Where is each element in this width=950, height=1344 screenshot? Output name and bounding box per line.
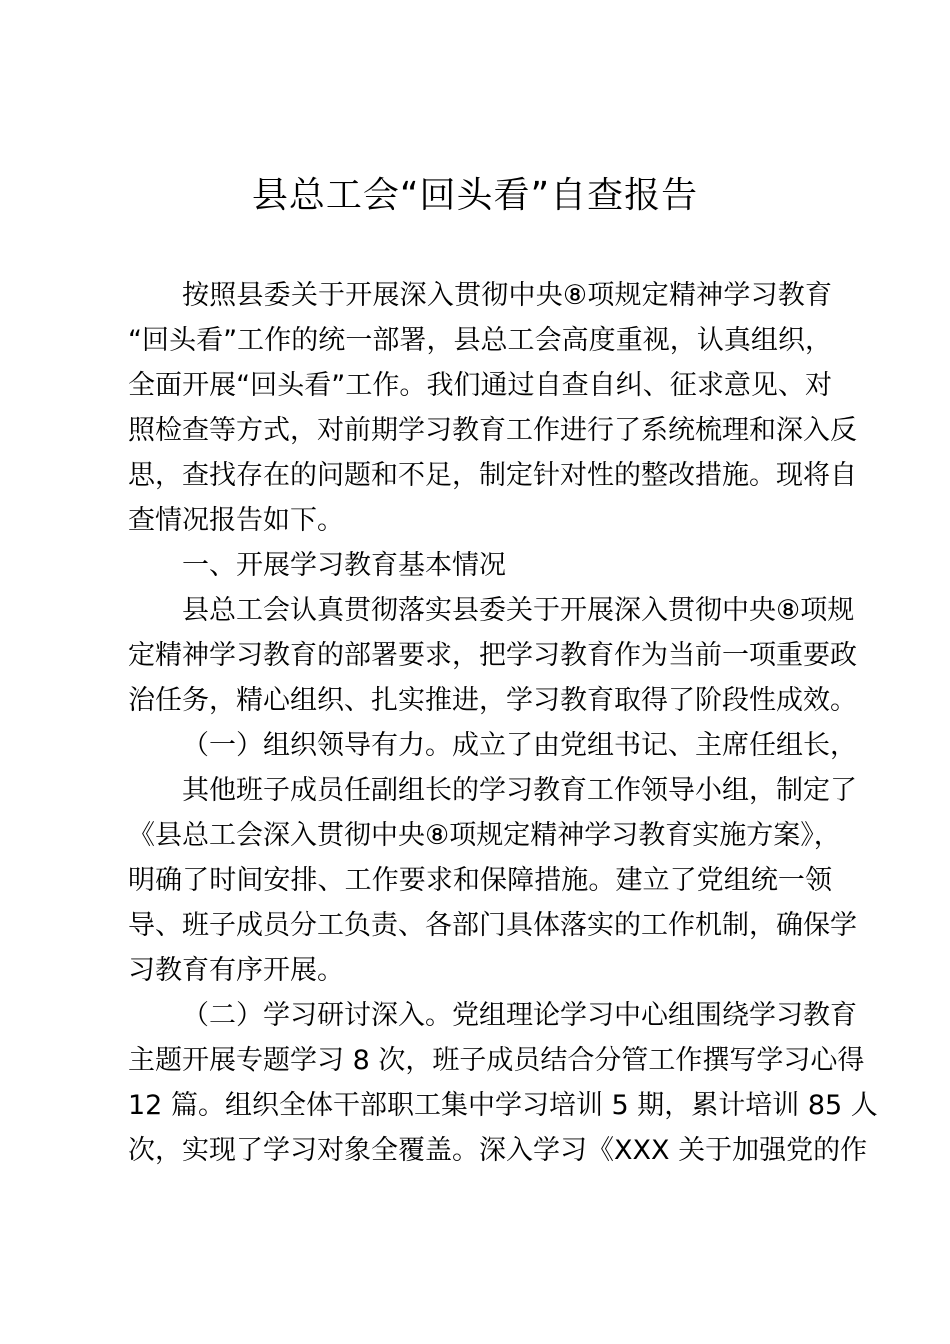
paragraph-line: 12 篇。组织全体干部职工集中学习培训 5 期，累计培训 85 人 [128,1090,878,1121]
paragraph-line: （二）学习研讨深入。党组理论学习中心组围绕学习教育 [182,1000,857,1031]
paragraph-line: 明确了时间安排、工作要求和保障措施。建立了党组统一领 [128,865,832,896]
paragraph-line: 导、班子成员分工负责、各部门具体落实的工作机制，确保学 [128,910,857,941]
paragraph-line: 《县总工会深入贯彻中央⑧项规定精神学习教育实施方案》， [128,820,841,851]
paragraph-line: 其他班子成员任副组长的学习教育工作领导小组，制定了 [182,775,857,806]
paragraph-line: 查情况报告如下。 [128,505,344,536]
paragraph-line: 主题开展专题学习 8 次，班子成员结合分管工作撰写学习心得 [128,1045,865,1076]
paragraph-line: “回头看”工作的统一部署，县总工会高度重视，认真组织， [128,325,832,356]
section-heading: 一、开展学习教育基本情况 [182,550,506,581]
document-title: 县总工会“回头看”自查报告 [251,175,699,216]
paragraph-line: 次，实现了学习对象全覆盖。深入学习《XXX 关于加强党的作 [128,1135,868,1166]
paragraph-line: 全面开展“回头看”工作。我们通过自查自纠、征求意见、对 [128,370,832,401]
paragraph-line: 定精神学习教育的部署要求，把学习教育作为当前一项重要政 [128,640,857,671]
paragraph-line: 县总工会认真贯彻落实县委关于开展深入贯彻中央⑧项规 [182,595,855,626]
paragraph-line: 习教育有序开展。 [128,955,344,986]
paragraph-line: （一）组织领导有力。成立了由党组书记、主席任组长， [182,730,857,761]
paragraph-line: 治任务，精心组织、扎实推进，学习教育取得了阶段性成效。 [128,685,857,716]
paragraph-line: 思，查找存在的问题和不足，制定针对性的整改措施。现将自 [128,460,857,491]
paragraph-line: 按照县委关于开展深入贯彻中央⑧项规定精神学习教育 [182,280,832,311]
paragraph-line: 照检查等方式，对前期学习教育工作进行了系统梳理和深入反 [128,415,857,446]
